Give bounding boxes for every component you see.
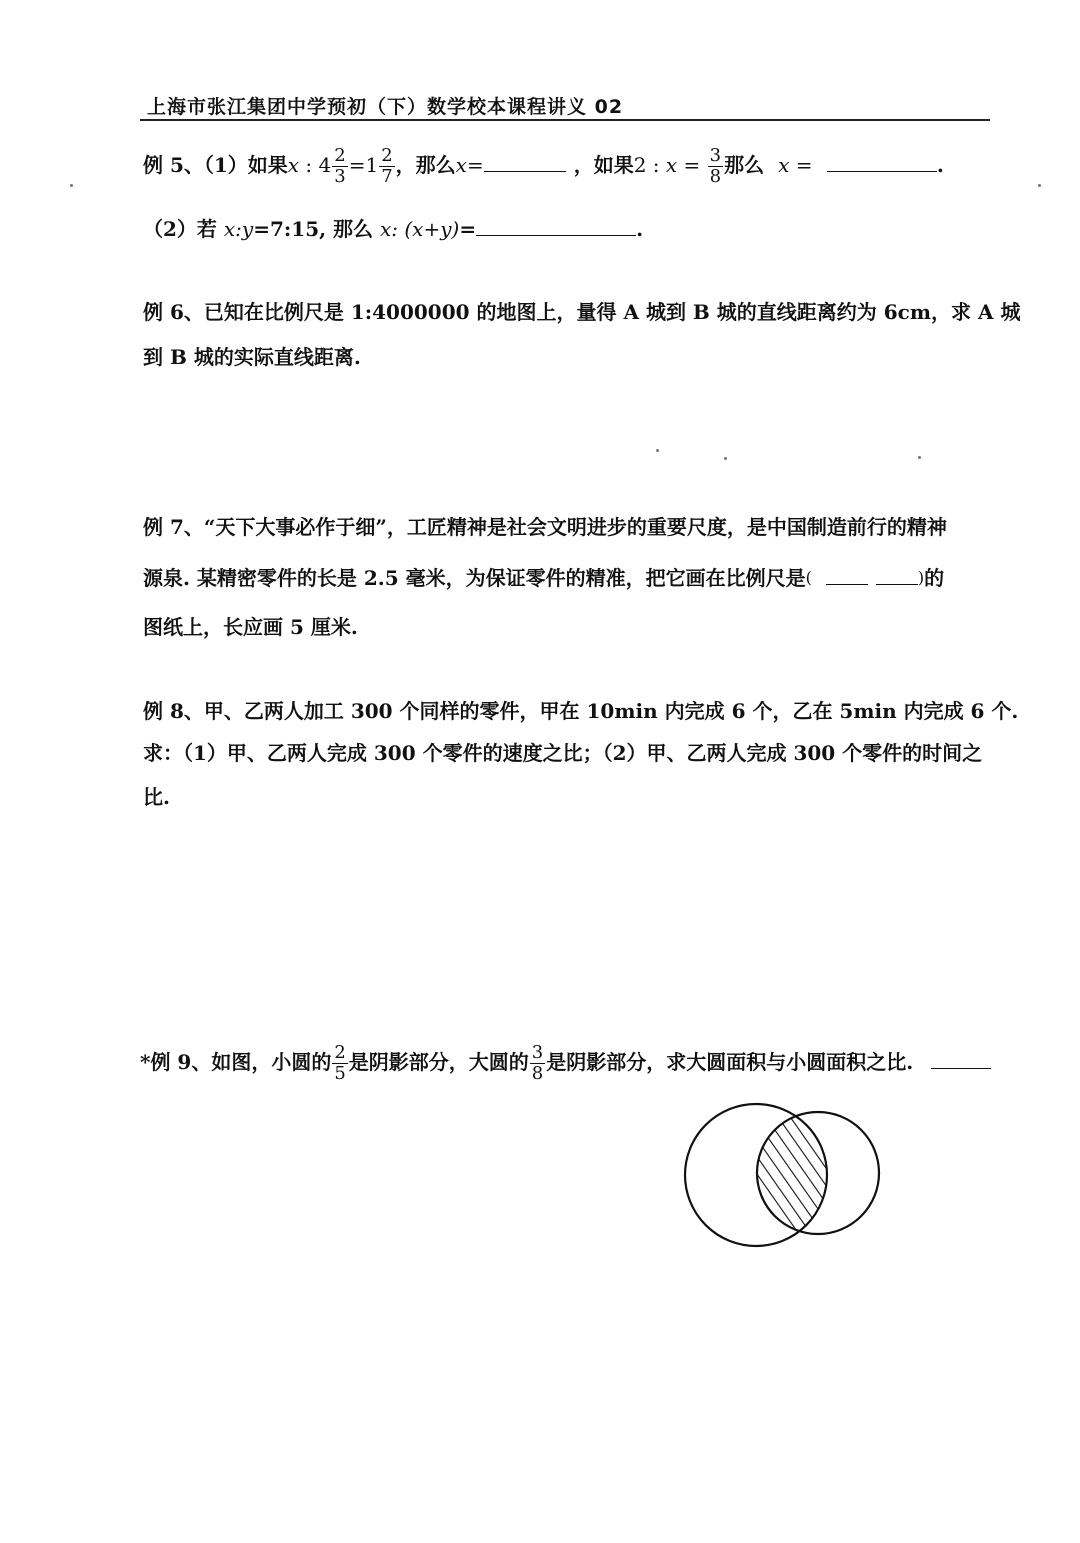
scan-speck bbox=[70, 184, 73, 187]
ex9-fraction-2 bbox=[530, 1043, 545, 1084]
ex5-f3-den: 8 bbox=[709, 166, 722, 187]
ex5-var-x: x bbox=[287, 153, 300, 177]
ex5-ratio-left: 2 : bbox=[633, 153, 666, 177]
example-7-line-2 bbox=[143, 563, 944, 593]
ex5-fraction-1 bbox=[332, 146, 347, 187]
ex9-fraction-1 bbox=[332, 1043, 347, 1084]
ex5-eq-4: = bbox=[789, 153, 819, 177]
scan-speck bbox=[918, 456, 921, 459]
ex5-f3-num: 3 bbox=[709, 145, 722, 166]
scan-speck bbox=[724, 457, 727, 460]
example-5-line-1 bbox=[143, 146, 944, 187]
page-header: 上海市张江集团中学预初（下）数学校本课程讲义 02 bbox=[147, 96, 624, 118]
ex9-prefix: *例 9、如图，小圆的 bbox=[140, 1050, 332, 1074]
ex9-answer-blank[interactable] bbox=[931, 1048, 991, 1069]
ex5-whole-2: 1 bbox=[365, 153, 379, 177]
ex7-answer-blank-1[interactable] bbox=[826, 564, 868, 585]
example-5-line-2 bbox=[143, 214, 643, 244]
example-8-line-3: 比. bbox=[143, 785, 170, 809]
ex5-var-x-2: x bbox=[455, 153, 467, 177]
ex7-line-2-suffix: 的 bbox=[924, 566, 945, 590]
ex9-f1-num: 2 bbox=[334, 1042, 346, 1063]
ex5-2-end: . bbox=[636, 217, 644, 241]
ex5-2-expr-1b: =7:15, 那么 bbox=[253, 217, 380, 241]
ex5-f2-den: 7 bbox=[381, 166, 393, 187]
ex5-f1-num: 2 bbox=[334, 145, 346, 166]
ex5-then: ，那么 bbox=[395, 153, 456, 177]
ex5-f1-den: 3 bbox=[334, 166, 346, 187]
ex7-line-2-text: 源泉. 某精密零件的长是 2.5 毫米，为保证零件的精准，把它画在比例尺是 bbox=[143, 566, 806, 590]
ex5-2-expr-1: x:y bbox=[223, 217, 254, 241]
ex5-eq-2: = bbox=[466, 153, 484, 177]
ex5-eq: = bbox=[348, 153, 366, 177]
ex5-then-2: 那么 bbox=[724, 153, 765, 177]
ex5-eq-3: = bbox=[677, 153, 707, 177]
ex5-f2-num: 2 bbox=[381, 145, 393, 166]
ex9-suffix: 是阴影部分，求大圆面积与小圆面积之比. bbox=[546, 1050, 914, 1074]
ex5-answer-blank-2[interactable] bbox=[827, 151, 937, 172]
ex5-fraction-3 bbox=[708, 146, 723, 187]
ex5-fraction-2 bbox=[379, 146, 394, 187]
ex5-2-expr-2b: = bbox=[459, 217, 477, 241]
ex9-f1-den: 5 bbox=[334, 1063, 346, 1084]
ex9-f2-den: 8 bbox=[531, 1063, 544, 1084]
example-8-line-1: 例 8、甲、乙两人加工 300 个同样的零件，甲在 10min 内完成 6 个，乙在 5min 内完成 6 个. bbox=[143, 699, 1019, 723]
ex7-answer-blank-2[interactable] bbox=[876, 564, 918, 585]
ex5-mid: ，如果 bbox=[573, 153, 634, 177]
ex9-mid: 是阴影部分，大圆的 bbox=[348, 1050, 529, 1074]
example-9-line bbox=[140, 1043, 991, 1084]
ex5-2-prefix: （2）若 bbox=[143, 217, 224, 241]
venn-diagram-icon bbox=[680, 1100, 890, 1255]
ex5-2-answer-blank[interactable] bbox=[476, 215, 636, 236]
example-6-line-1: 例 6、已知在比例尺是 1:4000000 的地图上，量得 A 城到 B 城的直线距离约为 6cm，求 A 城 bbox=[143, 300, 1021, 324]
example-8-line-2: 求：（1）甲、乙两人完成 300 个零件的速度之比；（2）甲、乙两人完成 300 个零件的时间之 bbox=[143, 741, 983, 765]
example-6-line-2: 到 B 城的实际直线距离. bbox=[143, 345, 361, 369]
ex7-paren-close: ) bbox=[917, 568, 925, 587]
ex7-paren-open: ( bbox=[805, 568, 812, 587]
ex9-f2-num: 3 bbox=[531, 1042, 544, 1063]
ex5-colon: : bbox=[299, 153, 319, 177]
ex5-answer-blank-1[interactable] bbox=[484, 151, 566, 172]
scan-speck bbox=[656, 449, 659, 452]
ex5-var-x-4: x bbox=[778, 153, 790, 177]
example-7-line-3: 图纸上，长应画 5 厘米. bbox=[143, 615, 358, 639]
header-rule bbox=[140, 119, 990, 121]
example-7-line-1: 例 7、“天下大事必作于细”，工匠精神是社会文明进步的重要尺度，是中国制造前行的精神 bbox=[143, 515, 947, 539]
scan-speck bbox=[1038, 184, 1041, 187]
ex5-2-expr-2: x: (x+y) bbox=[380, 217, 460, 241]
ex5-whole-1: 4 bbox=[318, 153, 332, 177]
ex5-end: . bbox=[936, 153, 944, 177]
ex5-prefix: 例 5、（1）如果 bbox=[143, 153, 288, 177]
ex5-var-x-3: x bbox=[665, 153, 678, 177]
